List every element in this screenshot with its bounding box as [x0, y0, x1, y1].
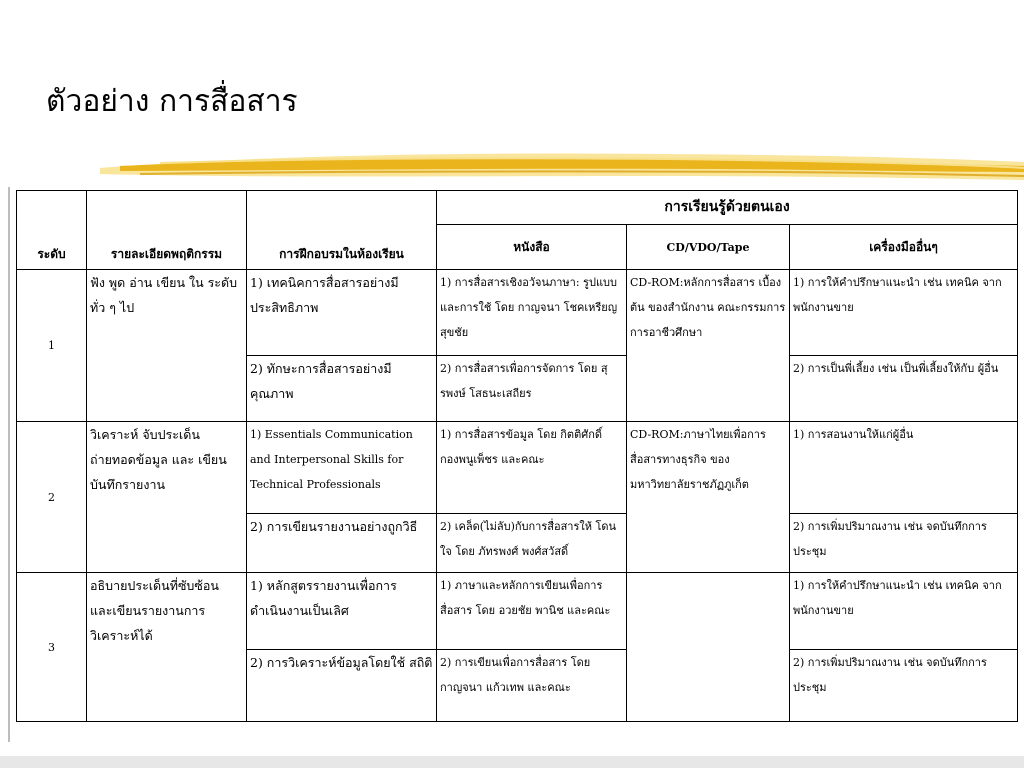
header-book: หนังสือ	[437, 225, 627, 270]
training-cell: 2) ทักษะการสื่อสารอย่างมี คุณภาพ	[247, 356, 437, 422]
training-cell: 1) เทคนิคการสื่อสารอย่างมี ประสิทธิภาพ	[247, 270, 437, 356]
header-level: ระดับ	[37, 247, 66, 261]
header-self-learning: การเรียนรู้ด้วยตนเอง	[437, 191, 1018, 225]
table-row	[17, 573, 1018, 650]
footer-strip	[0, 756, 1024, 768]
table-row	[17, 422, 1018, 514]
level-cell: 2	[17, 422, 87, 573]
other-tools-cell: 1) การสอนงานให้แก่ผู้อื่น	[790, 422, 1018, 514]
header-media: CD/VDO/Tape	[627, 225, 790, 270]
brush-stroke-divider	[100, 138, 1024, 188]
training-cell: 1) หลักสูตรรายงานเพื่อการ ดำเนินงานเป็นเลิศ	[247, 573, 437, 650]
book-cell: 2) การเขียนเพื่อการสื่อสาร โดย กาญจนา แก้วเทพ และคณะ	[437, 650, 627, 722]
header-training-cell	[247, 191, 437, 270]
book-cell: 1) ภาษาและหลักการเขียนเพื่อการ สื่อสาร โดย อวยชัย พานิช และคณะ	[437, 573, 627, 650]
header-level-cell	[17, 191, 87, 270]
header-training: การฝึกอบรมในห้องเรียน	[279, 247, 404, 261]
behavior-cell: ฟัง พูด อ่าน เขียน ใน ระดับทั่ว ๆ ไป	[87, 270, 247, 422]
table-row	[17, 270, 1018, 356]
book-cell: 2) เคล็ด(ไม่ลับ)กับการสื่อสารให้ โดนใจ โดย ภัทรพงศ์ พงศ์สวัสดิ์	[437, 514, 627, 573]
other-tools-cell: 2) การเพิ่มปริมาณงาน เช่น จดบันทึกการ ประชุม	[790, 650, 1018, 722]
media-cell	[627, 573, 790, 722]
other-tools-cell: 2) การเพิ่มปริมาณงาน เช่น จดบันทึกการ ประชุม	[790, 514, 1018, 573]
media-cell: CD-ROM:หลักการสื่อสาร เบื้องต้น ของสำนักงาน คณะกรรมการการอาชีวศึกษา	[627, 270, 790, 422]
book-cell: 1) การสื่อสารเชิงอวัจนภาษา: รูปแบบและการใช้ โดย กาญจนา โชคเหรียญสุขชัย	[437, 270, 627, 356]
header-behavior-cell	[87, 191, 247, 270]
behavior-cell: วิเคราะห์ จับประเด็น ถ่ายทอดข้อมูล และ เขียน บันทึกรายงาน	[87, 422, 247, 573]
other-tools-cell: 1) การให้คำปรึกษาแนะนำ เช่น เทคนิค จากพนักงานขาย	[790, 270, 1018, 356]
training-cell: 1) Essentials Communication and Interpersonal Skills for Technical Professionals	[247, 422, 437, 514]
training-cell: 2) การวิเคราะห์ข้อมูลโดยใช้ สถิติ	[247, 650, 437, 722]
training-cell: 2) การเขียนรายงานอย่างถูกวิธี	[247, 514, 437, 573]
header-other-tools: เครื่องมืออื่นๆ	[790, 225, 1018, 270]
communication-table	[16, 190, 1018, 722]
behavior-cell: อธิบายประเด็นที่ซับซ้อน และเขียนรายงานการ วิเคราะห์ได้	[87, 573, 247, 722]
media-cell: CD-ROM:ภาษาไทยเพื่อการ สื่อสารทางธุรกิจ ของ มหาวิทยาลัยราชภัฏภูเก็ต	[627, 422, 790, 573]
slide-title: ตัวอย่าง การสื่อสาร	[46, 84, 298, 119]
book-cell: 1) การสื่อสารข้อมูล โดย กิตติศักดิ์ กองพนูเพ็ชร และคณะ	[437, 422, 627, 514]
header-behavior: รายละเอียดพฤติกรรม	[110, 247, 223, 261]
book-cell: 2) การสื่อสารเพื่อการจัดการ โดย สุ รพงษ์ โสธนะเสถียร	[437, 356, 627, 422]
other-tools-cell: 1) การให้คำปรึกษาแนะนำ เช่น เทคนิค จากพนักงานขาย	[790, 573, 1018, 650]
other-tools-cell: 2) การเป็นพี่เลี้ยง เช่น เป็นพี่เลี้ยงให้กับ ผู้อื่น	[790, 356, 1018, 422]
level-cell: 3	[17, 573, 87, 722]
level-cell: 1	[17, 270, 87, 422]
